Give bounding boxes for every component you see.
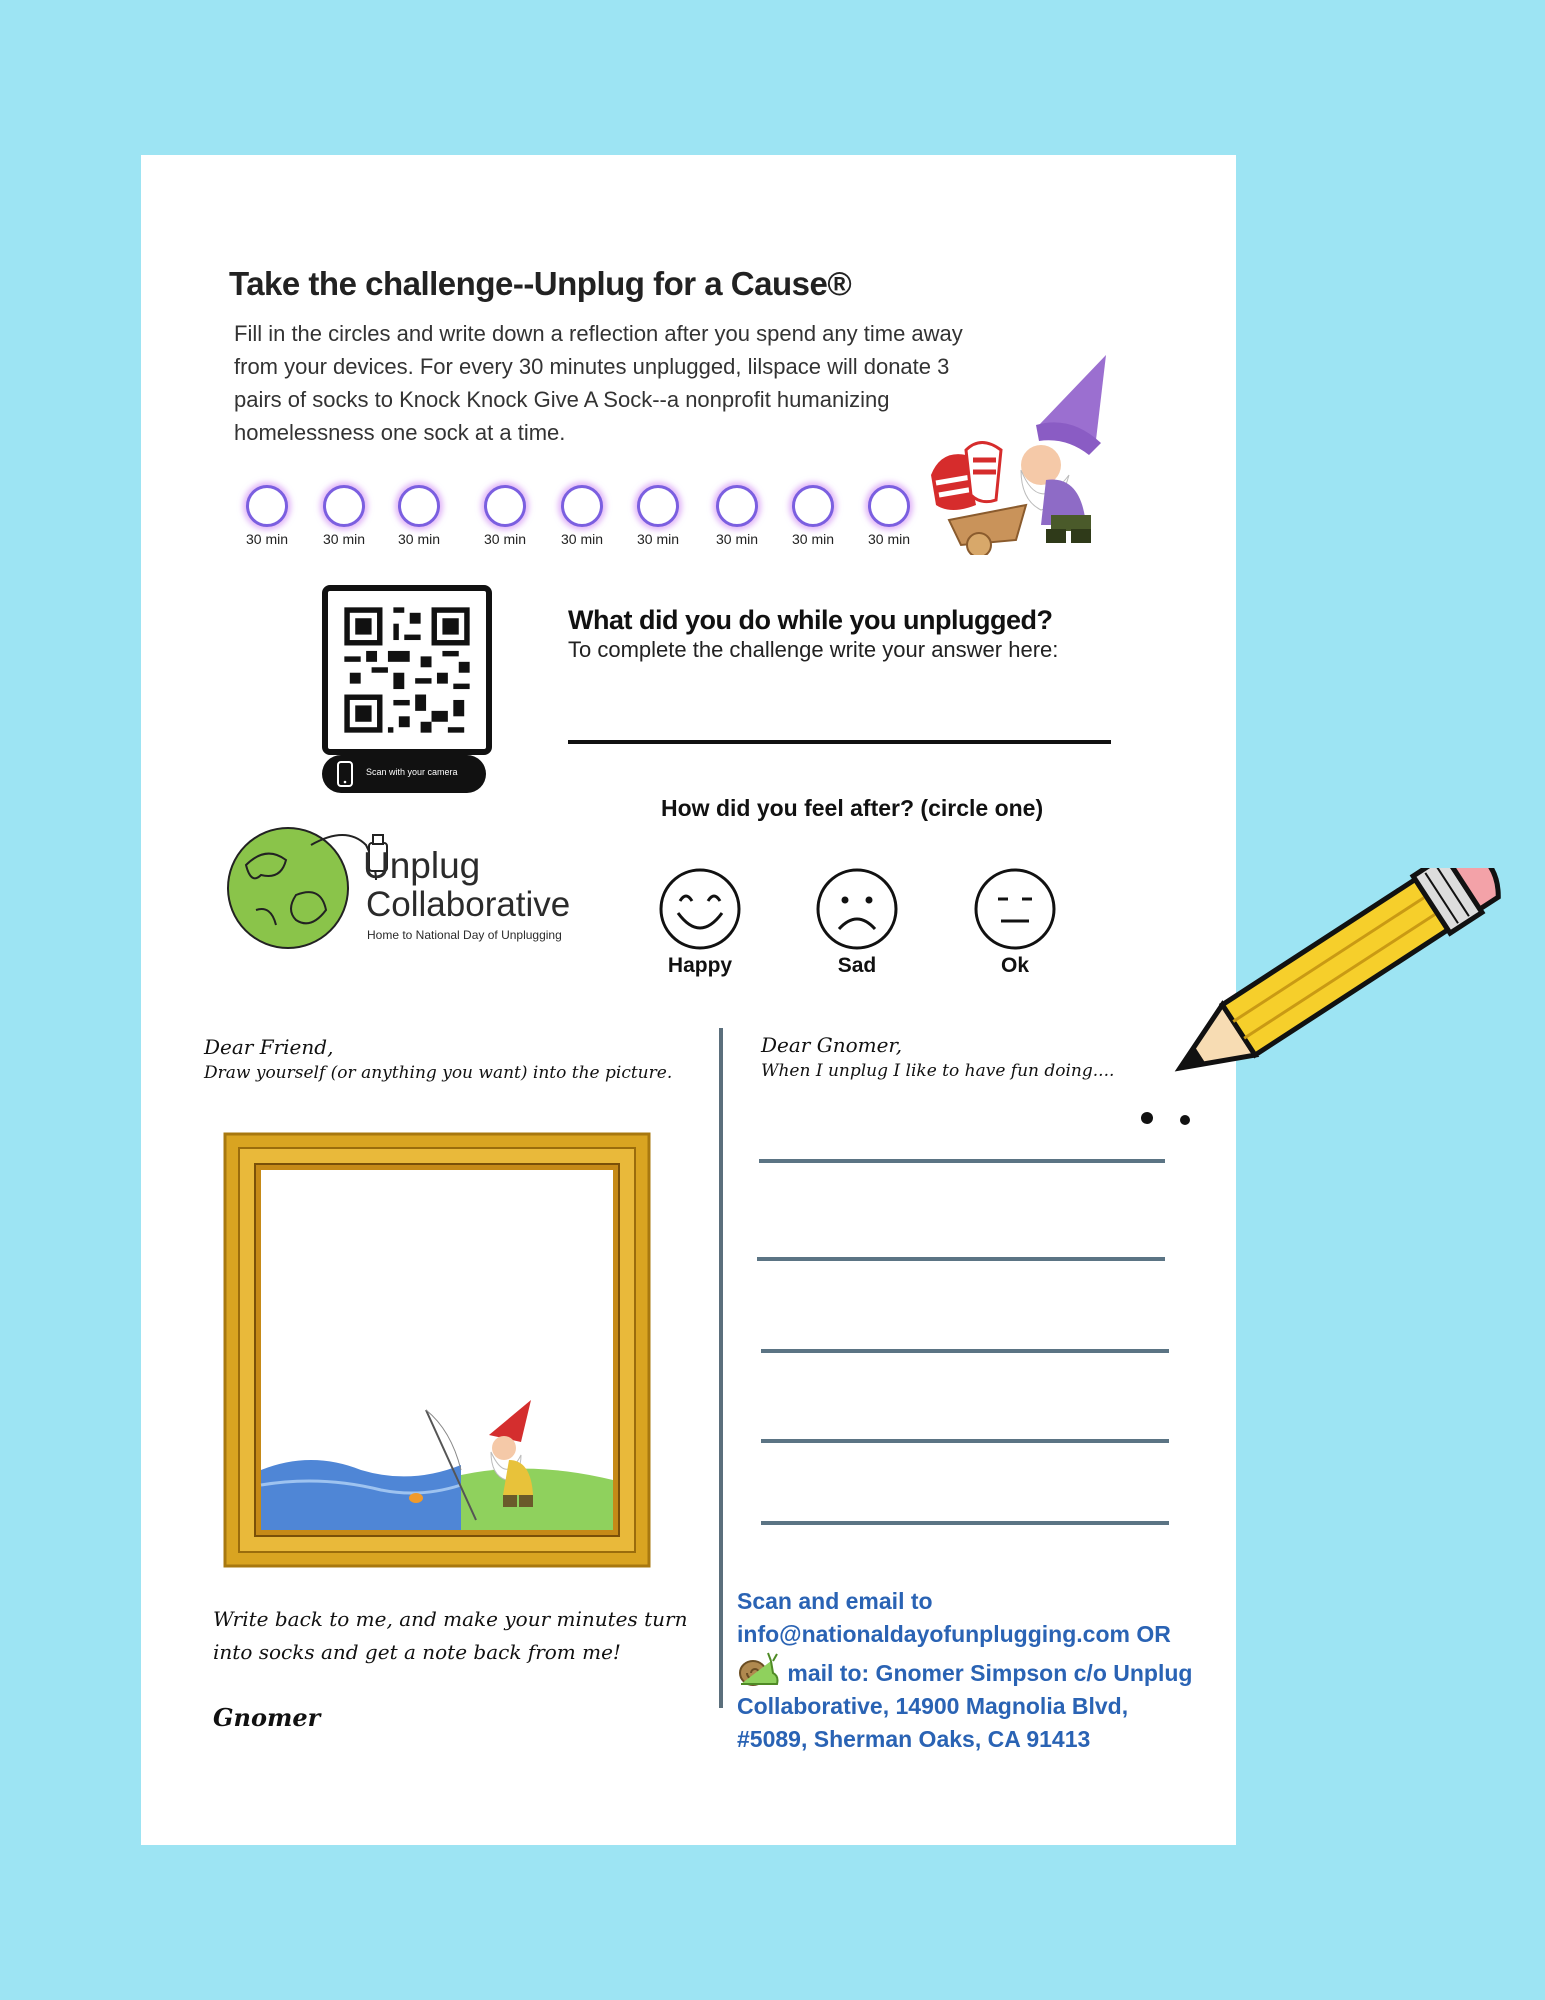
mail-instructions [737,1585,1237,1756]
scan-camera-badge [322,755,486,793]
happy-face-icon [658,867,742,951]
left-instruction: Draw yourself (or anything you want) into the picture. [204,1063,673,1083]
face-label-ok: Ok [1000,954,1029,977]
writing-line[interactable] [759,1159,1165,1163]
circle-icon [246,485,288,527]
time-circle[interactable]: 30 min [384,485,454,547]
writing-line[interactable] [761,1349,1169,1353]
time-circle[interactable]: 30 min [702,485,772,547]
feel-question: How did you feel after? (circle one) [661,795,1044,821]
time-circle[interactable]: 30 min [547,485,617,547]
logo-tagline: Home to National Day of Unplugging [367,928,562,942]
logo-name-line1: Unplug [363,845,481,886]
right-prompt: When I unplug I like to have fun doing.... [761,1061,1115,1081]
write-back-note: Write back to me, and make your minutes turn into socks and get a note back from me! [213,1607,688,1664]
face-option-ok[interactable] [960,867,1070,978]
mail-line: #5089, Sherman Oaks, CA 91413 [737,1726,1091,1752]
time-circle[interactable]: 30 min [854,485,924,547]
unplug-question: What did you do while you unplugged? [568,605,1053,635]
picture-frame-drawing-area[interactable] [221,1130,653,1570]
phone-icon [334,761,356,787]
qr-code-pattern [328,591,486,749]
challenge-intro: Fill in the circles and write down a reflection after you spend any time away from your devices. For every 30 minutes unplugged, lilspace will donate 3 pairs of socks to Knock Knock Give A Sock--a nonprofit humanizing homelessness one sock at a time. [234,321,963,445]
snail-icon [737,1651,781,1687]
neutral-face-icon [973,867,1057,951]
face-label-sad: Sad [837,954,877,977]
mail-line: mail to: Gnomer Simpson c/o Unplug [737,1651,1237,1690]
circle-icon [561,485,603,527]
circle-icon [484,485,526,527]
sad-face-icon [815,867,899,951]
challenge-title: Take the challenge--Unplug for a Cause® [229,265,852,302]
time-circle[interactable]: 30 min [232,485,302,547]
gnome-wheelbarrow-illustration [921,355,1171,555]
activity-sheet [141,155,1236,1845]
circle-icon [792,485,834,527]
face-label-happy: Happy [667,954,733,977]
time-circle[interactable]: 30 min [778,485,848,547]
left-greeting: Dear Friend, [204,1035,334,1059]
card-divider [719,1028,723,1708]
face-option-sad[interactable] [802,867,912,978]
time-circle[interactable]: 30 min [309,485,379,547]
unplug-question-subtitle: To complete the challenge write your answer here: [568,637,1059,662]
mail-email[interactable]: info@nationaldayofunplugging.com OR [737,1621,1171,1647]
face-option-happy[interactable] [645,867,755,978]
writing-line[interactable] [761,1521,1169,1525]
circle-icon [398,485,440,527]
mail-line: Scan and email to [737,1588,933,1614]
right-greeting: Dear Gnomer, [761,1033,903,1057]
time-circle[interactable]: 30 min [470,485,540,547]
circle-icon [323,485,365,527]
circle-icon [868,485,910,527]
answer-line[interactable] [568,740,1111,744]
writing-line[interactable] [757,1257,1165,1261]
mail-line: Collaborative, 14900 Magnolia Blvd, [737,1693,1129,1719]
writing-line[interactable] [761,1439,1169,1443]
time-circle[interactable]: 30 min [623,485,693,547]
circle-icon [637,485,679,527]
circle-icon [716,485,758,527]
logo-name-line2: Collaborative [366,885,571,924]
signature: Gnomer [213,1703,321,1732]
scan-camera-label: Scan with your camera [366,767,458,777]
qr-code[interactable] [322,585,492,755]
pencil-icon [1125,868,1505,1133]
